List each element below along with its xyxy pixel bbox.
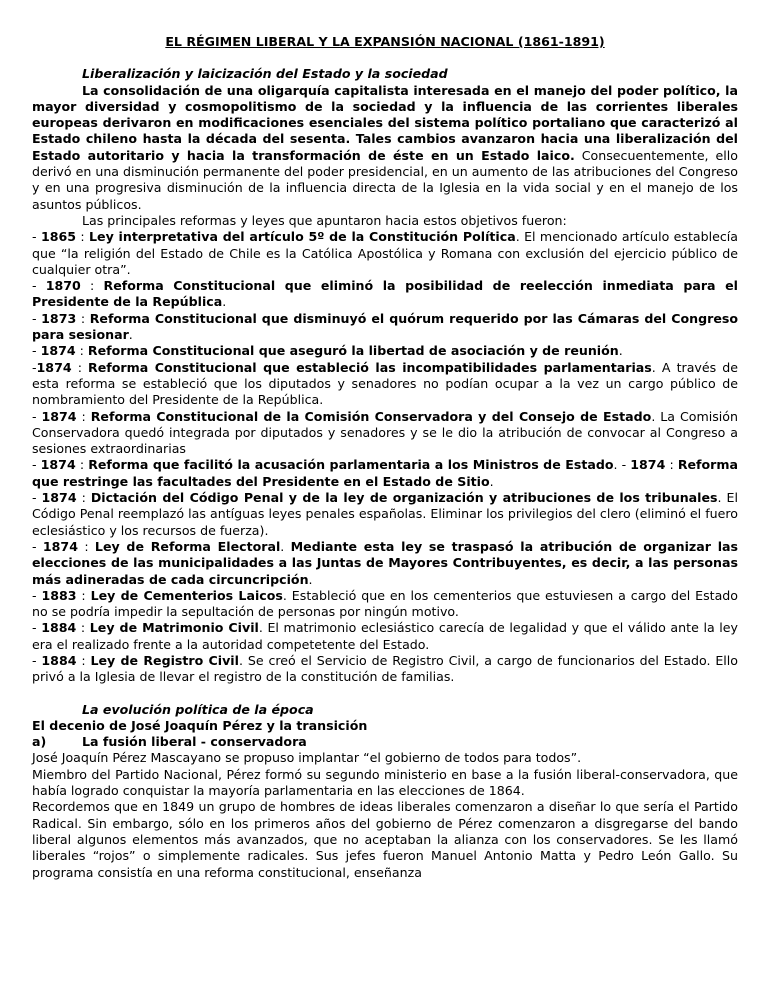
reform-1874-commission: - 1874 : Reforma Constitucional de la Comisión Conservadora y del Consejo de Estado. La Comisión Conservadora quedó integrada por diputados y senadores y se le dio la atribución de convocar al Congreso a sesiones extraordinarias: [32, 408, 738, 457]
section-heading-liberalization: Liberalización y laicización del Estado y la sociedad: [82, 66, 448, 82]
reform-1884-marriage: - 1884 : Ley de Matrimonio Civil. El matrimonio eclesiástico carecía de legalidad y que el válido ante la ley era el realizado frente a la autoridad competetente del Estado.: [32, 620, 738, 652]
intro-paragraph: [32, 83, 738, 213]
subheading-fusion: [32, 734, 738, 750]
subheading-perez-decade: El decenio de José Joaquín Pérez y la transición: [32, 717, 368, 733]
intro-rest-text: Consecuentemente, ello derivó en una disminución permanente del poder presidencial, en un aumento de las atribuciones del Congreso y en una progresiva disminución de la influencia directa de la Iglesia en la vida social y en el manejo de los asuntos públicos.: [32, 147, 738, 212]
subheading-fusion-title: La fusión liberal - conservadora: [82, 734, 307, 750]
reform-1883-cemeteries: - 1883 : Ley de Cementerios Laicos. Estableció que en los cementerios que estuviesen a cargo del Estado no se podría impedir la sepultación de personas por ningún motivo.: [32, 587, 739, 620]
section-spacer: [32, 686, 738, 702]
reform-1874-penal-code: - 1874 : Dictación del Código Penal y de la ley de organización y atribuciones de los tribunales. El Código Penal reemplazó las antíguas leyes penales españolas. Eliminar los privilegios del clero (eliminó el fuero eclesiástico y los recursos de fuerza).: [32, 490, 738, 538]
reform-1874-accusation: - 1874 : Reforma que facilitó la acusación parlamentaria a los Ministros de Estado. - 1874 : Reforma que restringe las facultades del Presidente en el Estado de Sitio.: [32, 457, 739, 489]
paragraph-radical-party: Recordemos que en 1849 un grupo de hombres de ideas liberales comenzaron a diseñar lo que sería el Partido Radical. Sin embargo, sólo en los primeros años del gobierno de Pérez comenzaron a disgregarse del bando liberal algunos elementos más avanzados, que no aceptaban la alianza con los conservadores. Se les llamó liberales “rojos” o simplemente radicales. Sus jefes fueron Manuel Antonio Matta y Pedro León Gallo. Su programa consistía en una reforma constitucional, enseñanza: [32, 799, 738, 880]
subheading-letter: a): [32, 734, 47, 750]
paragraph-perez-ministry: Miembro del Partido Nacional, Pérez formó su segundo ministerio en base a la fusión liberal-conservadora, que había logrado conquistar la mayoría parlamentaria en las elecciones de 1864.: [32, 766, 738, 799]
reforms-intro: Las principales reformas y leyes que apuntaron hacia estos objetivos fueron:: [82, 212, 567, 228]
reform-1870: - 1870 : Reforma Constitucional que eliminó la posibilidad de reelección inmediata para el Presidente de la República.: [32, 278, 738, 310]
reform-1873: - 1873 : Reforma Constitucional que disminuyó el quórum requerido por las Cámaras del Congreso para sesionar.: [32, 310, 739, 343]
reform-1865: - 1865 : Ley interpretativa del artículo 5º de la Constitución Política. El mencionado artículo establecía que “la religión del Estado de Chile es la Católica Apostólica y Romana con exclusión del ejercicio público de cualquier otra”.: [32, 229, 739, 277]
reform-1874-association: - 1874 : Reforma Constitucional que aseguró la libertad de asociación y de reunión.: [32, 343, 623, 359]
reform-1874-electoral: - 1874 : Ley de Reforma Electoral. Mediante esta ley se traspasó la atribución de organizar las elecciones de las municipalidades a las Juntas de Mayores Contribuyentes, es decir, a las personas más adineradas de cada circuncripción.: [32, 538, 739, 587]
paragraph-perez-goal: José Joaquín Pérez Mascayano se propuso implantar “el gobierno de todos para todos”.: [32, 750, 582, 766]
intro-bold-text: La consolidación de una oligarquía capitalista interesada en el manejo del poder político, la mayor diversidad y cosmopolitismo de la sociedad y la influencia de las corrientes liberales europeas derivaron en modificaciones esenciales del sistema político portaliano que caracterizó al Estado chileno hasta la década del sesenta. Tales cambios avanzaron hacia una liberalización del Estado autoritario y hacia la transformación de éste en un Estado laico.: [32, 82, 738, 163]
section-heading-political-evolution: La evolución política de la época: [82, 701, 314, 717]
reform-1884-registry: - 1884 : Ley de Registro Civil. Se creó el Servicio de Registro Civil, a cargo de funcionarios del Estado. Ello privó a la Iglesia de llevar el registro de la constitución de familias.: [32, 652, 738, 685]
document-title: EL RÉGIMEN LIBERAL Y LA EXPANSIÓN NACIONAL (1861-1891): [165, 34, 605, 49]
reform-1874-incompatibilities: -1874 : Reforma Constitucional que estableció las incompatibilidades parlamentarias. A través de esta reforma se estableció que los diputados y senadores no podían ocupar a la vez un cargo público de nombramiento del Presidente de la República.: [32, 359, 739, 408]
